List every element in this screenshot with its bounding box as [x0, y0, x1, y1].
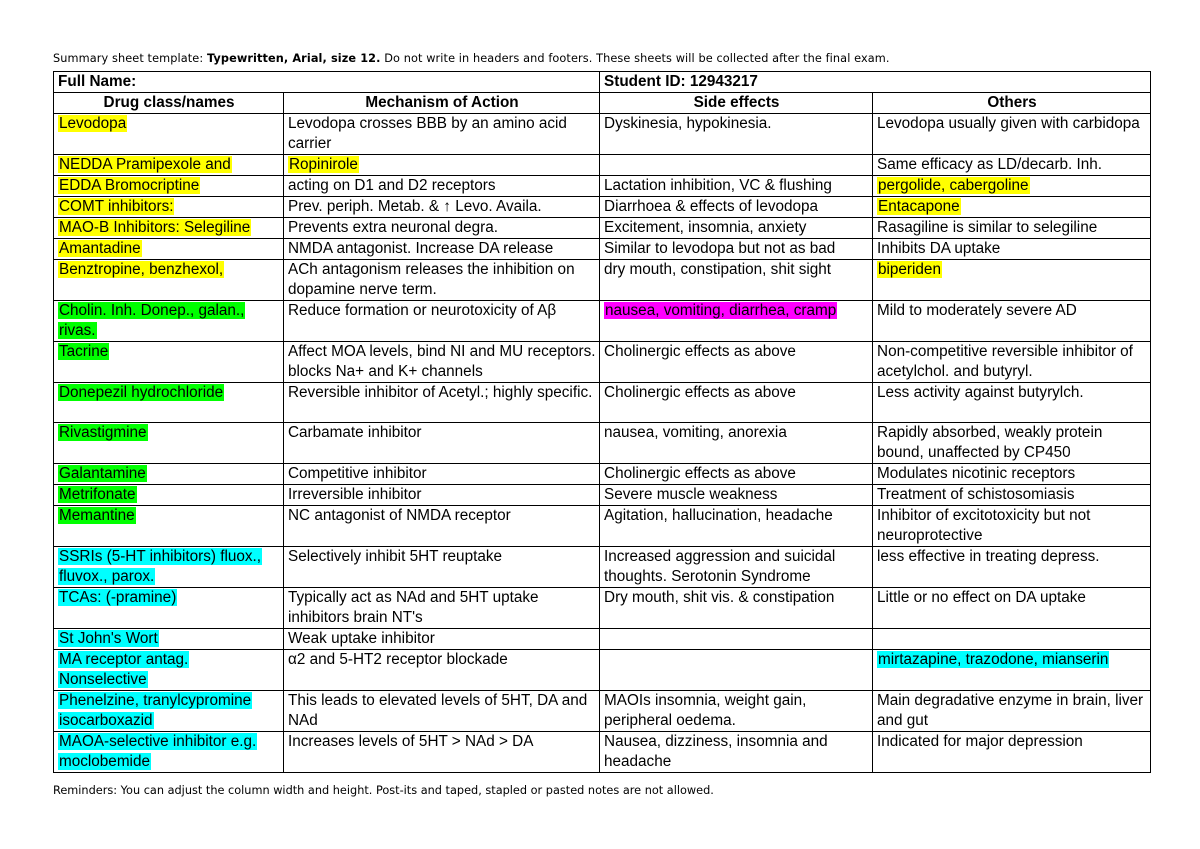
- table-row: [54, 423, 1151, 464]
- mechanism-cell: [284, 691, 600, 732]
- column-header-drug: Drug class/names: [54, 93, 284, 114]
- others-cell-text: Rasagiline is similar to selegiline: [877, 219, 1098, 236]
- others-cell: [873, 155, 1151, 176]
- others-cell-text: Inhibitor of excitotoxicity but not neuroprotective: [877, 507, 1091, 544]
- side-effects-cell: [600, 629, 873, 650]
- others-cell: [873, 197, 1151, 218]
- side-effects-cell: [600, 176, 873, 197]
- others-cell: [873, 423, 1151, 464]
- others-cell: [873, 629, 1151, 650]
- mechanism-cell: [284, 383, 600, 423]
- mechanism-cell-text: Reduce formation or neurotoxicity of Aβ: [288, 302, 557, 319]
- table-row: [54, 342, 1151, 383]
- others-cell-text: less effective in treating depress.: [877, 548, 1100, 565]
- others-cell-text: pergolide, cabergoline: [878, 177, 1029, 194]
- mechanism-cell-text: Prev. periph. Metab. & ↑ Levo. Availa.: [288, 198, 542, 215]
- others-cell: [873, 260, 1151, 301]
- others-cell: [873, 176, 1151, 197]
- others-cell-text: Little or no effect on DA uptake: [877, 589, 1086, 606]
- side-effects-cell: [600, 260, 873, 301]
- side-effects-cell: [600, 650, 873, 691]
- drug-cell-text: COMT inhibitors:: [59, 198, 174, 215]
- table-row: [54, 383, 1151, 423]
- drug-cell-text: Benztropine, benzhexol,: [59, 261, 224, 278]
- mechanism-cell-text: Levodopa crosses BBB by an amino acid carrier: [288, 115, 567, 152]
- side-effects-cell: [600, 383, 873, 423]
- table-row: [54, 301, 1151, 342]
- drug-cell-text: Cholin. Inh. Donep., galan., rivas.: [59, 302, 245, 339]
- drug-cell-text: Metrifonate: [59, 486, 136, 503]
- drug-cell-text: Rivastigmine: [59, 424, 147, 441]
- side-effects-cell: [600, 423, 873, 464]
- drug-cell: [54, 588, 284, 629]
- others-cell-text: Indicated for major depression: [877, 733, 1083, 750]
- side-effects-cell: [600, 691, 873, 732]
- header-note: [53, 52, 1163, 65]
- others-cell-text: Levodopa usually given with carbidopa: [877, 115, 1140, 132]
- table-row: [54, 239, 1151, 260]
- side-effects-cell-text: Cholinergic effects as above: [604, 343, 796, 360]
- mechanism-cell-text: α2 and 5-HT2 receptor blockade: [288, 651, 508, 668]
- drug-cell-text: EDDA Bromocriptine: [59, 177, 200, 194]
- side-effects-cell-text: Dyskinesia, hypokinesia.: [604, 115, 772, 132]
- drug-cell-text: St John's Wort: [59, 630, 158, 647]
- drug-cell: [54, 342, 284, 383]
- drug-cell: [54, 197, 284, 218]
- others-cell-text: Mild to moderately severe AD: [877, 302, 1077, 319]
- mechanism-cell-text: Irreversible inhibitor: [288, 486, 422, 503]
- others-cell: [873, 732, 1151, 773]
- side-effects-cell-text: Excitement, insomnia, anxiety: [604, 219, 807, 236]
- table-row: [54, 485, 1151, 506]
- mechanism-cell-text: Increases levels of 5HT > NAd > DA: [288, 733, 534, 750]
- mechanism-cell-text: Prevents extra neuronal degra.: [288, 219, 499, 236]
- mechanism-cell-text: This leads to elevated levels of 5HT, DA and NAd: [288, 692, 588, 729]
- drug-cell: [54, 114, 284, 155]
- others-cell: [873, 239, 1151, 260]
- others-cell-text: Non-competitive reversible inhibitor of acetylchol. and butyryl.: [877, 343, 1133, 380]
- mechanism-cell-text: Typically act as NAd and 5HT uptake inhibitors brain NT's: [288, 589, 539, 626]
- drug-cell-text: Amantadine: [59, 240, 141, 257]
- side-effects-cell: [600, 155, 873, 176]
- column-header-mechanism: Mechanism of Action: [284, 93, 600, 114]
- table-row: [54, 464, 1151, 485]
- others-cell-text: Same efficacy as LD/decarb. Inh.: [877, 156, 1103, 173]
- mechanism-cell-text: acting on D1 and D2 receptors: [288, 177, 496, 194]
- mechanism-cell-text: ACh antagonism releases the inhibition on dopamine nerve term.: [288, 261, 575, 298]
- others-cell-text: mirtazapine, trazodone, mianserin: [878, 651, 1109, 668]
- mechanism-cell: [284, 260, 600, 301]
- mechanism-cell: [284, 485, 600, 506]
- side-effects-cell: [600, 464, 873, 485]
- others-cell: [873, 485, 1151, 506]
- others-cell: [873, 301, 1151, 342]
- side-effects-cell-text: Agitation, hallucination, headache: [604, 507, 833, 524]
- others-cell: [873, 506, 1151, 547]
- header-note-suffix: Do not write in headers and footers. These sheets will be collected after the final exam.: [380, 52, 890, 65]
- side-effects-cell-text: Similar to levodopa but not as bad: [604, 240, 836, 257]
- drug-cell-text: NEDDA Pramipexole and: [59, 156, 231, 173]
- others-cell: [873, 547, 1151, 588]
- side-effects-cell: [600, 732, 873, 773]
- side-effects-cell: [600, 485, 873, 506]
- mechanism-cell-text: Ropinirole: [289, 156, 358, 173]
- drug-cell: [54, 629, 284, 650]
- mechanism-cell: [284, 239, 600, 260]
- mechanism-cell-text: Weak uptake inhibitor: [288, 630, 435, 647]
- drug-cell-text: Phenelzine, tranylcypromine isocarboxazid: [59, 692, 252, 729]
- drug-cell: [54, 260, 284, 301]
- drug-cell: [54, 732, 284, 773]
- student-id-cell: Student ID: 12943217: [600, 72, 1151, 93]
- drug-cell-text: MAO-B Inhibitors: Selegiline: [59, 219, 251, 236]
- table-row: [54, 176, 1151, 197]
- drug-cell: [54, 301, 284, 342]
- header-note-bold: Typewritten, Arial, size 12.: [206, 52, 381, 65]
- drug-cell: [54, 464, 284, 485]
- others-cell: [873, 114, 1151, 155]
- side-effects-cell-text: Severe muscle weakness: [604, 486, 778, 503]
- others-cell: [873, 588, 1151, 629]
- others-cell-text: Treatment of schistosomiasis: [877, 486, 1075, 503]
- side-effects-cell-text: Cholinergic effects as above: [604, 384, 796, 401]
- side-effects-cell-text: Increased aggression and suicidal thoughts. Serotonin Syndrome: [604, 548, 836, 585]
- mechanism-cell: [284, 650, 600, 691]
- mechanism-cell-text: NMDA antagonist. Increase DA release: [288, 240, 554, 257]
- others-cell: [873, 691, 1151, 732]
- table-row: [54, 588, 1151, 629]
- others-cell-text: Main degradative enzyme in brain, liver and gut: [877, 692, 1144, 729]
- mechanism-cell-text: Carbamate inhibitor: [288, 424, 422, 441]
- side-effects-cell-text: nausea, vomiting, anorexia: [604, 424, 787, 441]
- mechanism-cell-text: Affect MOA levels, bind NI and MU receptors. blocks Na+ and K+ channels: [288, 343, 596, 380]
- side-effects-cell-text: MAOIs insomnia, weight gain, peripheral oedema.: [604, 692, 807, 729]
- drug-cell: [54, 485, 284, 506]
- mechanism-cell: [284, 301, 600, 342]
- mechanism-cell: [284, 342, 600, 383]
- drug-cell: [54, 547, 284, 588]
- table-row: [54, 629, 1151, 650]
- side-effects-cell: [600, 342, 873, 383]
- table-row: [54, 218, 1151, 239]
- column-header-others: Others: [873, 93, 1151, 114]
- drug-cell: [54, 650, 284, 691]
- drug-cell: [54, 423, 284, 464]
- mechanism-cell: [284, 464, 600, 485]
- others-cell: [873, 218, 1151, 239]
- mechanism-cell: [284, 423, 600, 464]
- table-row: [54, 260, 1151, 301]
- mechanism-cell: [284, 218, 600, 239]
- mechanism-cell-text: Competitive inhibitor: [288, 465, 427, 482]
- side-effects-cell-text: dry mouth, constipation, shit sight: [604, 261, 832, 278]
- mechanism-cell: [284, 506, 600, 547]
- side-effects-cell-text: Nausea, dizziness, insomnia and headache: [604, 733, 828, 770]
- column-header-side-effects: Side effects: [600, 93, 873, 114]
- drug-cell: [54, 691, 284, 732]
- drug-cell: [54, 176, 284, 197]
- mechanism-cell: [284, 197, 600, 218]
- table-row: [54, 197, 1151, 218]
- side-effects-cell: [600, 218, 873, 239]
- drug-cell-text: Levodopa: [59, 115, 127, 132]
- drug-cell: [54, 155, 284, 176]
- table-row: [54, 547, 1151, 588]
- others-cell-text: Entacapone: [878, 198, 960, 215]
- others-cell: [873, 464, 1151, 485]
- mechanism-cell: [284, 732, 600, 773]
- drug-cell: [54, 218, 284, 239]
- drug-cell-text: Donepezil hydrochloride: [59, 384, 224, 401]
- mechanism-cell: [284, 114, 600, 155]
- others-cell: [873, 383, 1151, 423]
- table-row: [54, 114, 1151, 155]
- table-row: [54, 506, 1151, 547]
- drug-cell: [54, 239, 284, 260]
- side-effects-cell-text: nausea, vomiting, diarrhea, cramp: [605, 302, 837, 319]
- side-effects-cell-text: Cholinergic effects as above: [604, 465, 796, 482]
- mechanism-cell: [284, 629, 600, 650]
- drug-cell-text: SSRIs (5-HT inhibitors) fluox., fluvox., parox.: [59, 548, 262, 585]
- others-cell-text: Less activity against butyrylch.: [877, 384, 1084, 401]
- side-effects-cell: [600, 588, 873, 629]
- side-effects-cell: [600, 301, 873, 342]
- side-effects-cell: [600, 114, 873, 155]
- side-effects-cell: [600, 506, 873, 547]
- mechanism-cell: [284, 547, 600, 588]
- others-cell-text: biperiden: [878, 261, 941, 278]
- others-cell-text: Rapidly absorbed, weakly protein bound, unaffected by CP450: [877, 424, 1103, 461]
- others-cell: [873, 342, 1151, 383]
- drug-cell-text: Galantamine: [59, 465, 146, 482]
- others-cell: [873, 650, 1151, 691]
- drug-cell-text: Tacrine: [59, 343, 109, 360]
- footer-note: Reminders: You can adjust the column width and height. Post-its and taped, stapled or pasted notes are not allowed.: [53, 784, 714, 797]
- full-name-cell: Full Name:: [54, 72, 600, 93]
- others-cell-text: Modulates nicotinic receptors: [877, 465, 1076, 482]
- name-row: [54, 72, 1151, 93]
- mechanism-cell-text: NC antagonist of NMDA receptor: [288, 507, 511, 524]
- drug-cell-text: MA receptor antag. Nonselective: [59, 651, 189, 688]
- side-effects-cell: [600, 197, 873, 218]
- table-row: [54, 155, 1151, 176]
- table-row: [54, 691, 1151, 732]
- mechanism-cell-text: Reversible inhibitor of Acetyl.; highly specific.: [288, 384, 593, 401]
- mechanism-cell-text: Selectively inhibit 5HT reuptake: [288, 548, 502, 565]
- mechanism-cell: [284, 176, 600, 197]
- summary-table-body: [54, 72, 1151, 773]
- header-note-prefix: Summary sheet template:: [53, 52, 207, 65]
- table-row: [54, 650, 1151, 691]
- column-header-row: [54, 93, 1151, 114]
- side-effects-cell-text: Dry mouth, shit vis. & constipation: [604, 589, 835, 606]
- mechanism-cell: [284, 155, 600, 176]
- side-effects-cell: [600, 239, 873, 260]
- table-row: [54, 732, 1151, 773]
- drug-cell: [54, 506, 284, 547]
- side-effects-cell: [600, 547, 873, 588]
- mechanism-cell: [284, 588, 600, 629]
- drug-cell-text: MAOA-selective inhibitor e.g. moclobemide: [59, 733, 257, 770]
- side-effects-cell-text: Diarrhoea & effects of levodopa: [604, 198, 819, 215]
- summary-table: [53, 71, 1151, 773]
- side-effects-cell-text: Lactation inhibition, VC & flushing: [604, 177, 832, 194]
- drug-cell: [54, 383, 284, 423]
- others-cell-text: Inhibits DA uptake: [877, 240, 1001, 257]
- drug-cell-text: TCAs: (-pramine): [59, 589, 177, 606]
- drug-cell-text: Memantine: [59, 507, 135, 524]
